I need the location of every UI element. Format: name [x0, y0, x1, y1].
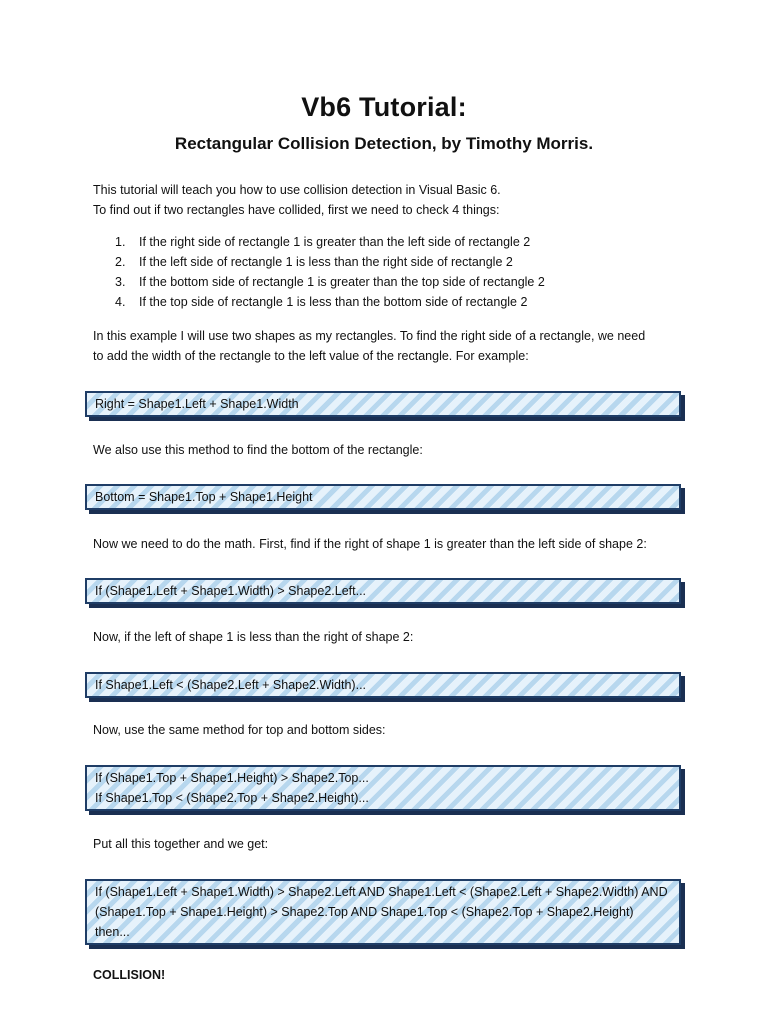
collision-text: COLLISION!: [93, 968, 166, 982]
code-line: Bottom = Shape1.Top + Shape1.Height: [95, 490, 313, 504]
code-line: then...: [95, 925, 130, 939]
list-item-number: 1.: [115, 235, 126, 249]
list-item: [93, 232, 545, 252]
list-item: [93, 292, 545, 312]
list-item-text: If the right side of rectangle 1 is greater than the left side of rectangle 2: [139, 235, 531, 249]
code-line: If Shape1.Left < (Shape2.Left + Shape2.Width)...: [95, 678, 367, 692]
intro-line: This tutorial will teach you how to use collision detection in Visual Basic 6.: [93, 183, 501, 197]
intro-paragraph: [93, 180, 693, 220]
page-subtitle: Rectangular Collision Detection, by Timothy Morris.: [174, 134, 594, 153]
math-line: Now we need to do the math. First, find if the right of shape 1 is greater than the left side of shape 2:: [93, 537, 647, 551]
code-line: Right = Shape1.Left + Shape1.Width: [95, 397, 299, 411]
together-line: Put all this together and we get:: [93, 837, 269, 851]
code-line: (Shape1.Top + Shape1.Height) > Shape2.Top AND Shape1.Top < (Shape2.Top + Shape2.Height): [95, 905, 634, 919]
list-item-number: 2.: [115, 255, 126, 269]
left-line: Now, if the left of shape 1 is less than the right of shape 2:: [93, 630, 414, 644]
example-paragraph: [93, 326, 693, 366]
code-block-right: [85, 391, 681, 417]
code-line: If (Shape1.Top + Shape1.Height) > Shape2.Top...: [95, 771, 369, 785]
code-block-bottom: [85, 484, 681, 510]
math-paragraph: [93, 534, 693, 554]
together-paragraph: [93, 834, 693, 854]
example-line: to add the width of the rectangle to the left value of the rectangle. For example:: [93, 349, 529, 363]
left-paragraph: [93, 627, 693, 647]
code-block-topbottom: [85, 765, 681, 811]
list-item-text: If the top side of rectangle 1 is less than the bottom side of rectangle 2: [139, 295, 528, 309]
example-line: In this example I will use two shapes as my rectangles. To find the right side of a rectangle, we need: [93, 329, 646, 343]
code-block-left: [85, 672, 681, 698]
list-item-text: If the left side of rectangle 1 is less than the right side of rectangle 2: [139, 255, 513, 269]
bottom-paragraph: [93, 440, 693, 460]
bottom-line: We also use this method to find the bottom of the rectangle:: [93, 443, 423, 457]
steps-list: [93, 232, 545, 312]
intro-line: To find out if two rectangles have collided, first we need to check 4 things:: [93, 203, 500, 217]
list-item-text: If the bottom side of rectangle 1 is greater than the top side of rectangle 2: [139, 275, 545, 289]
list-item-number: 3.: [115, 275, 126, 289]
list-item: [93, 252, 545, 272]
code-line: If (Shape1.Left + Shape1.Width) > Shape2.Left AND Shape1.Left < (Shape2.Left + Shape2.Width) AND: [95, 885, 668, 899]
page-title: Vb6 Tutorial:: [301, 92, 467, 122]
code-line: If (Shape1.Left + Shape1.Width) > Shape2.Left...: [95, 584, 367, 598]
code-block-together: [85, 879, 681, 945]
code-line: If Shape1.Top < (Shape2.Top + Shape2.Height)...: [95, 791, 369, 805]
code-block-math: [85, 578, 681, 604]
topbottom-paragraph: [93, 720, 693, 740]
topbottom-line: Now, use the same method for top and bottom sides:: [93, 723, 386, 737]
list-item-number: 4.: [115, 295, 126, 309]
list-item: [93, 272, 545, 292]
